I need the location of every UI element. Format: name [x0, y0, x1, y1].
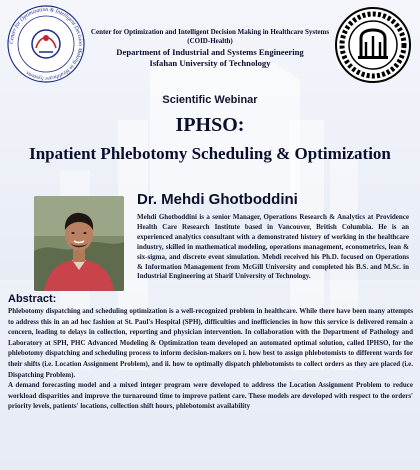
logo-ring-text: Center for Optimization & Intelligent Decision Making in Healthcare Systems	[8, 6, 84, 82]
abstract-heading: Abstract:	[8, 293, 57, 305]
department-name: Department of Industrial and Systems Engineering	[116, 47, 304, 57]
center-abbreviation: (COID-Health)	[187, 37, 233, 45]
center-name: Center for Optimization and Intelligent Decision Making in Healthcare Systems	[90, 28, 330, 36]
speaker-photo	[34, 196, 124, 291]
speaker-bio: Mehdi Ghotboddini is a senior Manager, Operations Research & Analytics at Providence Health Care Research Institute based in Vancouver, British Columbia. He is an experienced analytics consultant with a demonstrated history of working in the healthcare industry, skilled in mathematical modeling, operations management, econometrics, lean & six-sigma, and discrete event simulation. Mehdi received his Ph.D. focused on Operations & Information Management from McGill University and completed his B.S. and M.Sc. in Industrial Engineering at Sharif University of Technology.	[137, 213, 409, 281]
abstract-body	[8, 306, 413, 470]
webinar-title: IPHSO:	[175, 114, 245, 136]
university-name: Isfahan University of Technology	[149, 58, 271, 68]
header	[90, 28, 330, 69]
webinar-subtitle: Inpatient Phlebotomy Scheduling & Optimization	[29, 144, 391, 163]
abstract-paragraph-2: A demand forecasting model and a mixed integer program were developed to address the Location Assignment Problem to reduce workload disparities and improve the turnaround time to improve patient care. These models are developed with respect to the orders' priority levels, patients' locations, collection shift hours, phlebotomist availability	[8, 381, 413, 411]
university-logo	[334, 6, 412, 84]
coid-health-logo	[6, 4, 86, 84]
abstract-paragraph-1: Phlebotomy dispatching and scheduling optimization is a well-recognized problem in healthcare. While there have been many attempts to address this in an ad hoc fashion at St. Paul's Hospital (SPH), difficulties and inefficiencies in how this service is delivered remain a concern, leading to delays in collection, reporting and physician intervention. In collaboration with the Department of Pathology and Laboratory at SPH, PHC Advanced Modeling & Optimization team developed an automated optimal solution, called IPHSO, for the phlebotomy dispatching and scheduling process to inform decision-makers on i. how best to assign phlebotomists to different wards for their shifts (i.e. Location Assignment Problem), and ii. how to optimally dispatch phlebotomists to collect orders as they are placed (i.e. Dispatching Problem).	[8, 307, 413, 379]
speaker-name: Dr. Mehdi Ghotboddini	[137, 191, 298, 208]
webinar-label: Scientific Webinar	[162, 94, 258, 106]
